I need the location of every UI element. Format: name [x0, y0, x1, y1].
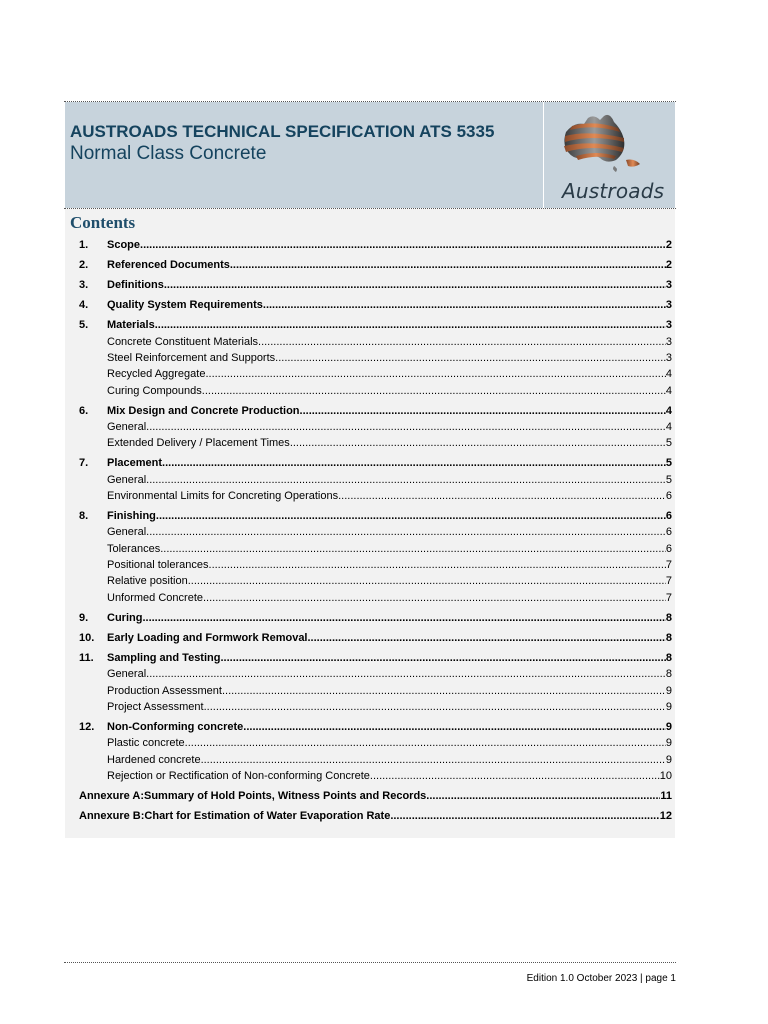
toc-entry-body: [107, 542, 672, 556]
toc-entry-title: Curing Compounds: [107, 385, 202, 397]
toc-entry-number: 9.: [79, 612, 89, 624]
toc-entry-title: General: [107, 474, 147, 486]
toc-entry-body: [107, 574, 672, 588]
toc-entry-body: [107, 335, 672, 349]
toc-dot-leader: [201, 753, 666, 767]
toc-entry-title: Summary of Hold Points, Witness Points and Records: [144, 790, 427, 802]
toc-entry-title: Recycled Aggregate: [107, 368, 206, 380]
toc-dot-leader: [146, 667, 666, 681]
toc-dot-leader: [338, 489, 666, 503]
toc-entry-body: [107, 298, 672, 312]
toc-entry-number: 5.: [79, 319, 89, 331]
toc-page-number: 6: [665, 510, 672, 522]
toc-dot-leader: [164, 278, 666, 292]
toc-dot-leader: [155, 318, 666, 332]
toc-entry-body: [107, 318, 672, 332]
toc-entry-title: Concrete Constituent Materials: [107, 336, 259, 348]
toc-subentry[interactable]: [65, 736, 675, 750]
toc-entry-title: Relative position: [107, 575, 188, 587]
toc-entry-body: [107, 769, 672, 783]
toc-dot-leader: [202, 384, 666, 398]
toc-entry-title: Environmental Limits for Concreting Operations: [107, 490, 339, 502]
spec-subtitle: Normal Class Concrete: [70, 143, 267, 164]
toc-entry-title: General: [107, 421, 147, 433]
toc-subentry[interactable]: [65, 335, 675, 349]
toc-entry-body: [107, 631, 672, 645]
toc-subentry[interactable]: [65, 525, 675, 539]
toc-subentry[interactable]: [65, 558, 675, 572]
toc-entry[interactable]: [65, 651, 675, 665]
toc-page-number: 5: [665, 437, 672, 449]
toc-entry-title: Non-Conforming concrete: [107, 721, 244, 733]
toc-entry-body: [107, 238, 672, 252]
toc-entry-body: [107, 700, 672, 714]
toc-dot-leader: [258, 335, 666, 349]
toc-page-number: 5: [665, 474, 672, 486]
toc-subentry[interactable]: [65, 489, 675, 503]
toc-dot-leader: [156, 509, 666, 523]
toc-entry-title: Referenced Documents: [107, 259, 230, 271]
australia-map-logo-icon: [544, 102, 676, 182]
toc-entry[interactable]: [65, 404, 675, 418]
toc-dot-leader: [300, 404, 666, 418]
toc-entry-title: General: [107, 526, 147, 538]
toc-dot-leader: [370, 769, 660, 783]
toc-entry-title: General: [107, 668, 147, 680]
toc-entry-body: [79, 809, 672, 823]
toc-dot-leader: [290, 436, 666, 450]
toc-page-number: 2: [665, 239, 672, 251]
toc-page-number: 3: [665, 319, 672, 331]
toc-page-number: 3: [665, 336, 672, 348]
toc-page-number: 4: [665, 385, 672, 397]
toc-entry-title: Steel Reinforcement and Supports: [107, 352, 276, 364]
toc-page-number: 4: [665, 421, 672, 433]
toc-page-number: 9: [665, 754, 672, 766]
toc-dot-leader: [162, 456, 666, 470]
annexure-label: Annexure A:: [79, 790, 144, 802]
toc-entry-title: Positional tolerances: [107, 559, 209, 571]
toc-entry-body: [107, 591, 672, 605]
toc-page-number: 9: [665, 721, 672, 733]
toc-dot-leader: [188, 574, 666, 588]
toc-entry-number: 12.: [79, 721, 95, 733]
toc-page-number: 8: [665, 652, 672, 664]
toc-entry-title: Definitions: [107, 279, 164, 291]
toc-entry-number: 10.: [79, 632, 95, 644]
toc-entry-title: Quality System Requirements: [107, 299, 263, 311]
toc-entry-body: [107, 720, 672, 734]
toc-entry-title: Placement: [107, 457, 163, 469]
toc-subentry[interactable]: [65, 473, 675, 487]
toc-entry-title: Extended Delivery / Placement Times: [107, 437, 290, 449]
toc-entry[interactable]: [65, 720, 675, 734]
toc-entry-number: 8.: [79, 510, 89, 522]
toc-entry-title: Production Assessment: [107, 685, 222, 697]
toc-entry-body: [107, 456, 672, 470]
toc-entry-body: [107, 473, 672, 487]
toc-page-number: 7: [665, 559, 672, 571]
toc-dot-leader: [209, 558, 666, 572]
toc-page-number: 2: [665, 259, 672, 271]
toc-page-number: 4: [665, 405, 672, 417]
toc-entry-body: [107, 558, 672, 572]
toc-entry-body: [107, 351, 672, 365]
toc-entry[interactable]: [65, 789, 675, 803]
toc-dot-leader: [146, 420, 666, 434]
toc-subentry[interactable]: [65, 367, 675, 381]
toc-entry-body: [107, 420, 672, 434]
footer-rule: [64, 962, 676, 963]
toc-entry-body: [107, 753, 672, 767]
toc-page-number: 9: [665, 701, 672, 713]
toc-subentry[interactable]: [65, 667, 675, 681]
toc-dot-leader: [205, 367, 665, 381]
toc-entry-title: Scope: [107, 239, 141, 251]
toc-page-number: 6: [665, 490, 672, 502]
toc-entry-title: Mix Design and Concrete Production: [107, 405, 300, 417]
toc-subentry[interactable]: [65, 574, 675, 588]
toc-entry-body: [107, 651, 672, 665]
toc-page-number: 7: [665, 575, 672, 587]
toc-dot-leader: [142, 611, 665, 625]
page-footer: Edition 1.0 October 2023 | page 1: [526, 973, 676, 984]
toc-page-number: 10: [659, 770, 672, 782]
toc-entry[interactable]: [65, 298, 675, 312]
toc-subentry[interactable]: [65, 753, 675, 767]
toc-page-number: 3: [665, 299, 672, 311]
toc-entry[interactable]: [65, 809, 675, 823]
toc-entry-title: Tolerances: [107, 543, 161, 555]
toc-subentry[interactable]: [65, 420, 675, 434]
toc-page-number: 12: [659, 810, 672, 822]
toc-subentry[interactable]: [65, 351, 675, 365]
toc-subentry[interactable]: [65, 684, 675, 698]
toc-page-number: 4: [665, 368, 672, 380]
toc-entry-title: Unformed Concrete: [107, 592, 203, 604]
toc-page-number: 11: [660, 790, 672, 802]
toc-entry[interactable]: [65, 318, 675, 332]
toc-dot-leader: [203, 591, 666, 605]
toc-entry-body: [107, 367, 672, 381]
toc-entry-number: 2.: [79, 259, 89, 271]
toc-entry[interactable]: [65, 509, 675, 523]
spec-title: AUSTROADS TECHNICAL SPECIFICATION ATS 5335: [70, 122, 495, 141]
toc-entry[interactable]: [65, 278, 675, 292]
toc-page-number: 8: [665, 612, 672, 624]
toc-page-number: 9: [665, 685, 672, 697]
toc-entry-title: Sampling and Testing: [107, 652, 221, 664]
document-header: [65, 102, 675, 208]
logo-wordmark: Austroads: [562, 179, 665, 203]
toc-subentry[interactable]: [65, 436, 675, 450]
toc-entry-number: 4.: [79, 299, 89, 311]
toc-dot-leader: [230, 258, 666, 272]
toc-dot-leader: [140, 238, 666, 252]
toc-entry-number: 3.: [79, 279, 89, 291]
toc-entry[interactable]: [65, 238, 675, 252]
toc-entry[interactable]: [65, 456, 675, 470]
toc-page-number: 9: [665, 737, 672, 749]
toc-entry-title: Finishing: [107, 510, 156, 522]
toc-dot-leader: [220, 651, 665, 665]
toc-entry-body: [107, 384, 672, 398]
toc-dot-leader: [185, 736, 666, 750]
toc-dot-leader: [146, 473, 666, 487]
toc-dot-leader: [146, 525, 666, 539]
toc-subentry[interactable]: [65, 591, 675, 605]
toc-page-number: 5: [665, 457, 672, 469]
toc-entry-title: Materials: [107, 319, 155, 331]
toc-entry-title: Curing: [107, 612, 143, 624]
toc-entry-body: [107, 684, 672, 698]
toc-page-number: 3: [665, 352, 672, 364]
toc-entry-body: [107, 525, 672, 539]
toc-entry[interactable]: [65, 258, 675, 272]
toc-dot-leader: [390, 809, 659, 823]
toc-entry-body: [107, 667, 672, 681]
toc-subentry[interactable]: [65, 700, 675, 714]
toc-subentry[interactable]: [65, 769, 675, 783]
toc-entry-body: [107, 509, 672, 523]
toc-page-number: 6: [665, 526, 672, 538]
toc-subentry[interactable]: [65, 384, 675, 398]
toc-entry-body: [107, 436, 672, 450]
toc-entry-body: [107, 258, 672, 272]
toc-dot-leader: [222, 684, 666, 698]
toc-dot-leader: [426, 789, 660, 803]
toc-subentry[interactable]: [65, 542, 675, 556]
toc-entry-number: 6.: [79, 405, 89, 417]
toc-entry-body: [107, 404, 672, 418]
toc-dot-leader: [308, 631, 666, 645]
toc-page-number: 8: [665, 668, 672, 680]
toc-entry-title: Plastic concrete: [107, 737, 185, 749]
toc-entry-number: 1.: [79, 239, 89, 251]
toc-dot-leader: [263, 298, 666, 312]
toc-page-number: 7: [665, 592, 672, 604]
toc-entry-title: Chart for Estimation of Water Evaporation Rate: [144, 810, 391, 822]
annexure-label: Annexure B:: [79, 810, 145, 822]
toc-page-number: 8: [665, 632, 672, 644]
toc-entry-body: [107, 736, 672, 750]
toc-dot-leader: [275, 351, 666, 365]
toc-entry-body: [107, 489, 672, 503]
toc-entry[interactable]: [65, 631, 675, 645]
toc-entry-number: 11.: [79, 652, 94, 664]
toc-dot-leader: [160, 542, 666, 556]
toc-page-number: 6: [665, 543, 672, 555]
toc-entry-title: Rejection or Rectification of Non-conforming Concrete: [107, 770, 370, 782]
toc-dot-leader: [204, 700, 666, 714]
toc-entry-title: Early Loading and Formwork Removal: [107, 632, 308, 644]
contents-heading: Contents: [70, 213, 136, 232]
toc-entry-body: [79, 789, 672, 803]
toc-entry-body: [107, 611, 672, 625]
toc-entry-title: Project Assessment: [107, 701, 204, 713]
toc-dot-leader: [243, 720, 666, 734]
toc-page-number: 3: [665, 279, 672, 291]
toc-entry-body: [107, 278, 672, 292]
toc-entry-number: 7.: [79, 457, 89, 469]
table-of-contents: [65, 209, 675, 838]
toc-entry-title: Hardened concrete: [107, 754, 201, 766]
toc-entry[interactable]: [65, 611, 675, 625]
austroads-logo: [543, 102, 676, 208]
